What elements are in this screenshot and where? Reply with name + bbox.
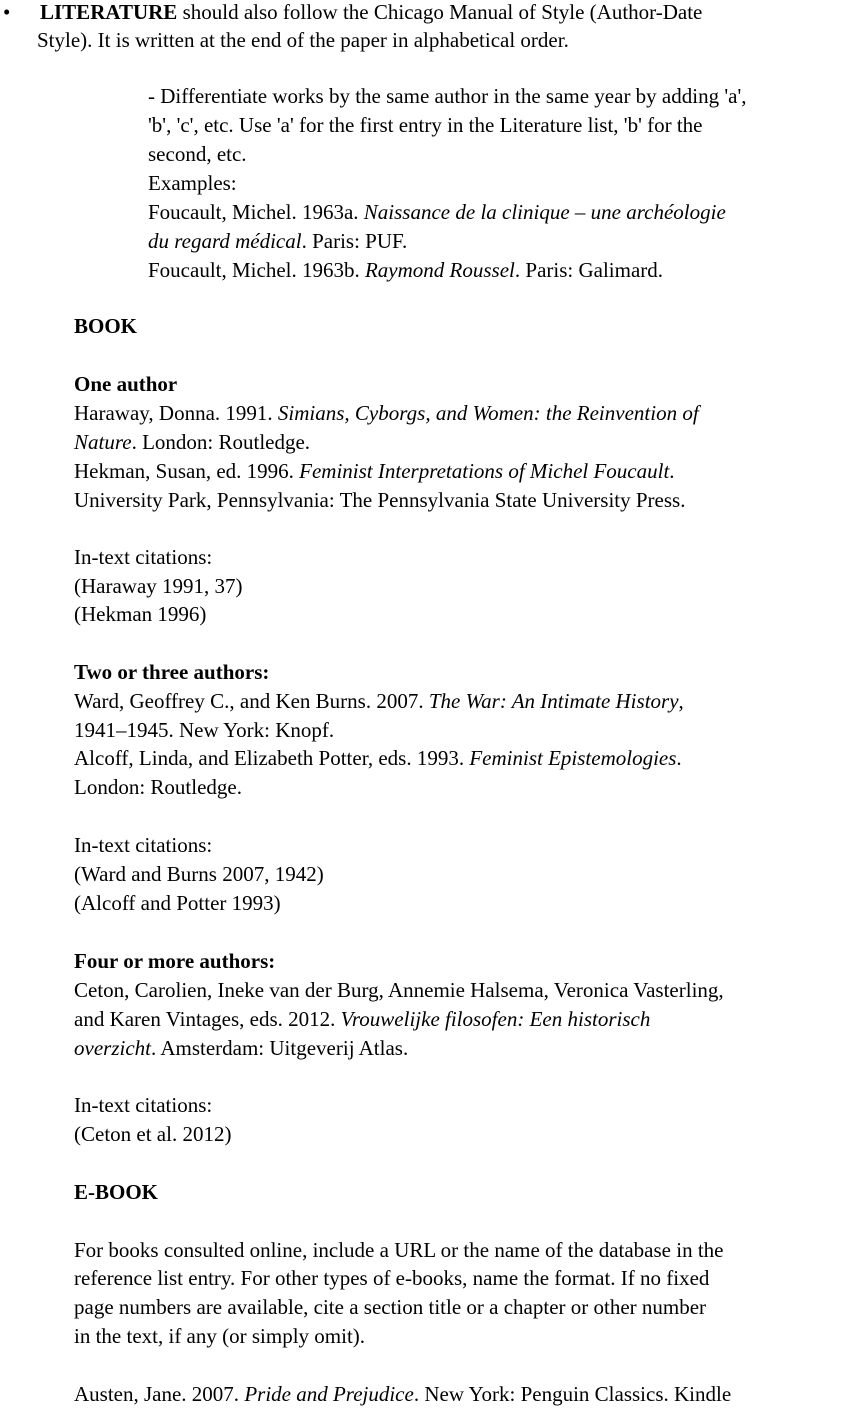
note-line-3: second, etc.: [148, 142, 247, 166]
example-1-title-b: du regard médical: [148, 229, 302, 253]
four-authors-entry-title-a: Vrouwelijke filosofen: Een historisch: [340, 1007, 651, 1031]
four-authors-citation-1: (Ceton et al. 2012): [74, 1122, 232, 1146]
one-author-entry-2-title: Feminist Interpretations of Michel Foucault: [299, 459, 670, 483]
one-author-entry-1-post: . London: Routledge.: [131, 430, 311, 454]
four-authors-entry-line-2: [74, 1005, 650, 1034]
four-authors-entry-post: . Amsterdam: Uitgeverij Atlas.: [150, 1036, 409, 1060]
one-author-entry-1-line-2: [74, 428, 310, 457]
two-authors-entry-1-post: ,: [678, 689, 684, 713]
two-authors-entry-1-line-2: 1941–1945. New York: Knopf.: [74, 718, 335, 742]
one-author-entry-2-pre: Hekman, Susan, ed. 1996.: [74, 459, 300, 483]
example-2-title: Raymond Roussel: [364, 258, 515, 282]
one-author-entry-1-title-a: Simians, Cyborgs, and Women: the Reinvention of: [277, 401, 699, 425]
ebook-heading: E-BOOK: [74, 1180, 159, 1204]
one-author-entry-2-line-2: University Park, Pennsylvania: The Pennsylvania State University Press.: [74, 488, 686, 512]
two-authors-citations-label: In-text citations:: [74, 833, 213, 857]
ebook-paragraph-line-3: page numbers are available, cite a section title or a chapter or other number: [74, 1295, 707, 1319]
ebook-paragraph-line-2: reference list entry. For other types of e-books, name the format. If no fixed: [74, 1266, 710, 1290]
bullet-marker: •: [3, 0, 11, 24]
two-authors-entry-1-pre: Ward, Geoffrey C., and Ken Burns. 2007.: [74, 689, 429, 713]
four-authors-entry-line-3: [74, 1034, 408, 1063]
intro-text-1: should also follow the Chicago Manual of Style (Author-Date: [177, 0, 703, 24]
example-1-title-a: Naissance de la clinique – une archéologie: [363, 200, 726, 224]
one-author-citation-1: (Haraway 1991, 37): [74, 574, 243, 598]
one-author-entry-1-pre: Haraway, Donna. 1991.: [74, 401, 278, 425]
two-authors-entry-2-line-1: [74, 744, 682, 773]
ebook-paragraph-line-4: in the text, if any (or simply omit).: [74, 1324, 366, 1348]
examples-label: Examples:: [148, 171, 237, 195]
example-1-post: . Paris: PUF.: [301, 229, 408, 253]
one-author-citation-2: (Hekman 1996): [74, 602, 207, 626]
four-authors-entry-pre: and Karen Vintages, eds. 2012.: [74, 1007, 341, 1031]
example-1-line-2: [148, 227, 407, 256]
ebook-example-post: . New York: Penguin Classics. Kindle: [413, 1382, 732, 1406]
two-authors-entry-2-line-2: London: Routledge.: [74, 775, 242, 799]
intro-line-1: [40, 0, 702, 27]
two-authors-entry-2-pre: Alcoff, Linda, and Elizabeth Potter, eds. 1993.: [74, 746, 470, 770]
four-authors-entry-line-1: Ceton, Carolien, Ineke van der Burg, Annemie Halsema, Veronica Vasterling,: [74, 978, 724, 1002]
ebook-example-title: Pride and Prejudice: [244, 1382, 414, 1406]
two-authors-citation-2: (Alcoff and Potter 1993): [74, 891, 281, 915]
note-line-1: - Differentiate works by the same author in the same year by adding 'a',: [148, 84, 747, 108]
literature-term: LITERATURE: [40, 0, 178, 24]
two-authors-entry-1-line-1: [74, 687, 684, 716]
ebook-example-line: [74, 1380, 731, 1409]
two-authors-entry-2-post: .: [676, 746, 682, 770]
one-author-heading: One author: [74, 372, 178, 396]
two-authors-heading: Two or three authors:: [74, 660, 270, 684]
example-1-line-1: [148, 198, 726, 227]
one-author-entry-1-title-b: Nature: [74, 430, 132, 454]
book-heading: BOOK: [74, 314, 138, 338]
example-2-line: [148, 256, 663, 285]
one-author-entry-1-line-1: [74, 399, 699, 428]
ebook-example-pre: Austen, Jane. 2007.: [74, 1382, 245, 1406]
ebook-paragraph-line-1: For books consulted online, include a URL or the name of the database in the: [74, 1238, 724, 1262]
example-2-post: . Paris: Galimard.: [514, 258, 664, 282]
example-2-pre: Foucault, Michel. 1963b.: [148, 258, 365, 282]
two-authors-entry-2-title: Feminist Epistemologies: [469, 746, 677, 770]
one-author-entry-2-line-1: [74, 457, 675, 486]
one-author-entry-2-post: .: [669, 459, 675, 483]
two-authors-citation-1: (Ward and Burns 2007, 1942): [74, 862, 324, 886]
four-authors-citations-label: In-text citations:: [74, 1093, 213, 1117]
four-authors-heading: Four or more authors:: [74, 949, 276, 973]
example-1-pre: Foucault, Michel. 1963a.: [148, 200, 364, 224]
intro-line-2: Style). It is written at the end of the paper in alphabetical order.: [37, 28, 569, 52]
one-author-citations-label: In-text citations:: [74, 545, 213, 569]
note-line-2: 'b', 'c', etc. Use 'a' for the first entry in the Literature list, 'b' for the: [148, 113, 703, 137]
two-authors-entry-1-title: The War: An Intimate History: [428, 689, 679, 713]
four-authors-entry-title-b: overzicht: [74, 1036, 151, 1060]
